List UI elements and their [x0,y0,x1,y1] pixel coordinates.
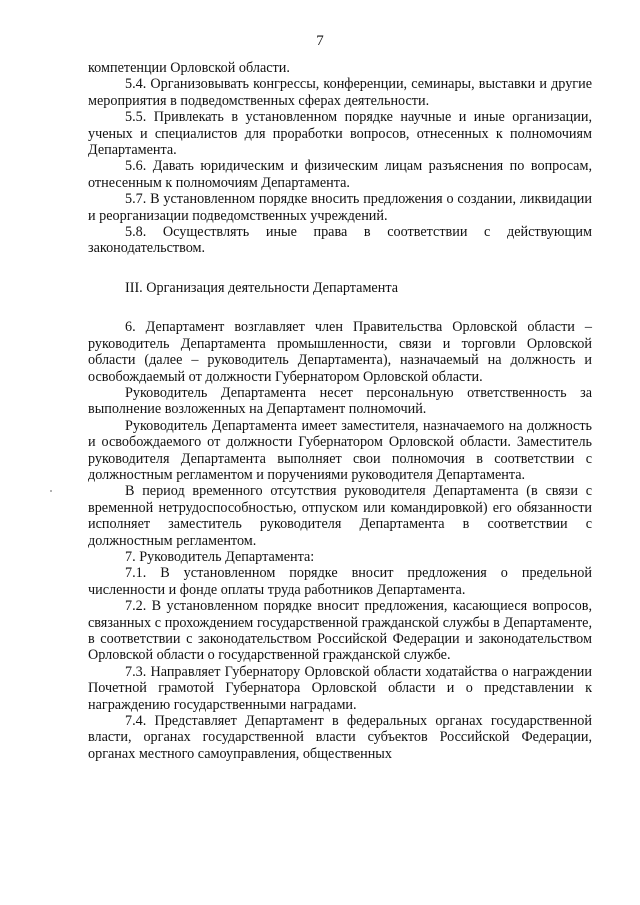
paragraph-7-3: 7.3. Направляет Губернатору Орловской области ходатайства о награждении Почетной грамотой Губернатора Орловской области и о представлении к награждению государственными наградами. [88,663,592,713]
scan-speck [50,490,52,492]
paragraph-5-8: 5.8. Осуществлять иные права в соответствии с действующим законодательством. [88,224,592,257]
paragraph-5-6: 5.6. Давать юридическим и физическим лицам разъяснения по вопросам, отнесенным к полномочиям Департамента. [88,158,592,191]
paragraph-5-5: 5.5. Привлекать в установленном порядке научные и иные организации, ученых и специалистов для проработки вопросов, отнесенных к полномочиям Департамента. [88,109,592,159]
paragraph-5-4: 5.4. Организовывать конгрессы, конференции, семинары, выставки и другие мероприятия в подведомственных сферах деятельности. [88,76,592,109]
paragraph-7-4: 7.4. Представляет Департамент в федеральных органах государственной власти, органах государственной власти субъектов Российской Федерации, органах местного самоуправления, общественных [88,713,592,762]
document-body [88,60,592,762]
paragraph-6-deputy: Руководитель Департамента имеет заместителя, назначаемого на должность и освобождаемого от должности Губернатором Орловской области. Заместитель руководителя Департамента выполняет свои полномочия в соответствии с должностным регламентом и поручениями руководителя Департамента. [88,417,592,483]
paragraph-6-responsibility: Руководитель Департамента несет персональную ответственность за выполнение возложенных на Департамент полномочий. [88,384,592,418]
paragraph-6: 6. Департамент возглавляет член Правительства Орловской области – руководитель Департамента промышленности, связи и торговли Орловской области (далее – руководитель Департамента), назначаемый на должность и освобождаемый от должности Губернатором Орловской области. [88,319,592,385]
paragraph-7: 7. Руководитель Департамента: [125,548,315,565]
paragraph-continuation: компетенции Орловской области. [88,60,290,76]
paragraph-5-7: 5.7. В установленном порядке вносить предложения о создании, ликвидации и реорганизации подведомственных учреждений. [88,191,592,224]
paragraph-7-2: 7.2. В установленном порядке вносит предложения, касающиеся вопросов, связанных с прохождением государственной гражданской службы в Департаменте, в соответствии с законодательством Российской Федерации и законодательством Орловской области о государственной гражданской службе. [88,598,592,664]
paragraph-7-1: 7.1. В установленном порядке вносит предложения о предельной численности и фонде оплаты труда работников Департамента. [88,565,592,598]
section-heading: III. Организация деятельности Департамента [125,279,398,296]
page-number: 7 [316,33,324,49]
paragraph-6-absence: В период временного отсутствия руководителя Департамента (в связи с временной нетрудоспособностью, отпуском или командировкой) его обязанности исполняет заместитель руководителя Департамента в соответствии с должностным регламентом. [88,483,592,549]
